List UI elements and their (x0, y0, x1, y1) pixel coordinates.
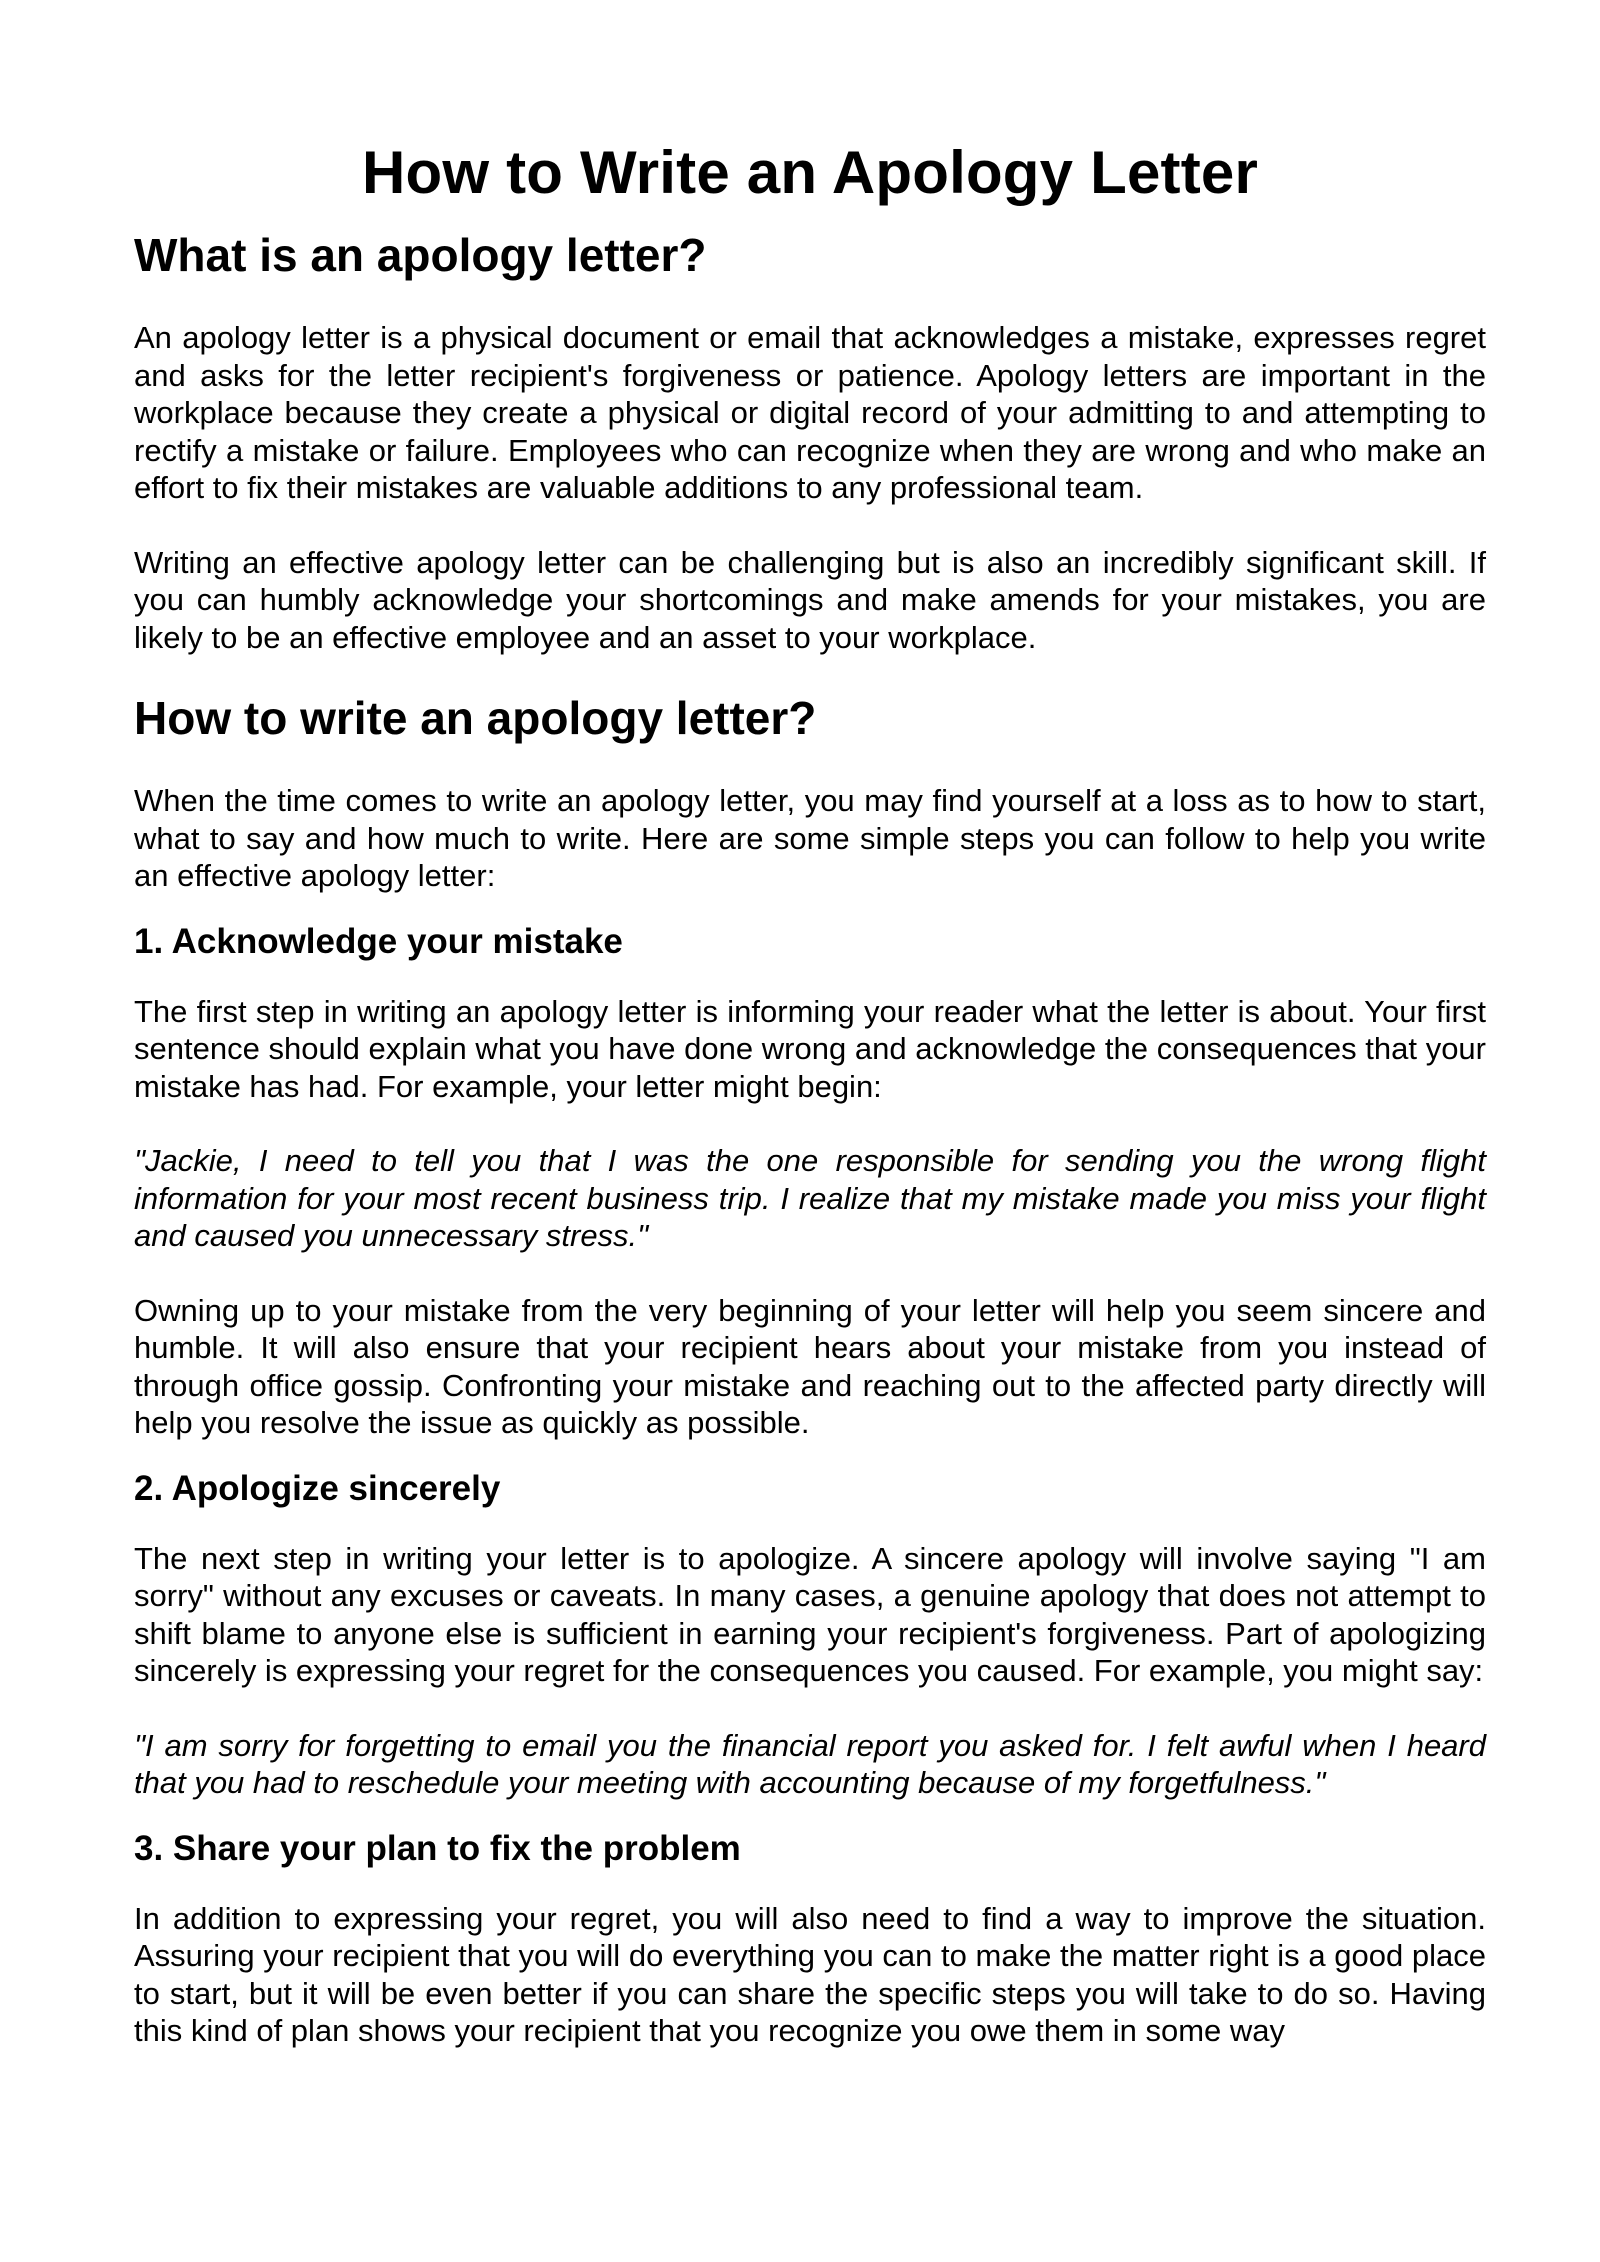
example-quote: "I am sorry for forgetting to email you the financial report you asked for. I felt awful when I heard that you had to reschedule your meeting with accounting because of my forgetfulness." (134, 1727, 1486, 1800)
paragraph: In addition to expressing your regret, you will also need to find a way to improve the situation. Assuring your recipient that you will do everything you can to make the matter right is a good place to start, but it will be even better if you can share the specific steps you will take to do so. Having this kind of plan shows your recipient that you recognize you owe them in some way (134, 1900, 1486, 2048)
step-heading-acknowledge: 1. Acknowledge your mistake (134, 921, 623, 961)
document-body (134, 125, 1486, 2050)
paragraph: Owning up to your mistake from the very beginning of your letter will help you seem sincere and humble. It will also ensure that your recipient hears about your mistake from you instead of through office gossip. Confronting your mistake and reaching out to the affected party directly will help you resolve the issue as quickly as possible. (134, 1292, 1486, 1440)
paragraph: Writing an effective apology letter can be challenging but is also an incredibly significant skill. If you can humbly acknowledge your shortcomings and make amends for your mistakes, you are likely to be an effective employee and an asset to your workplace. (134, 544, 1486, 655)
section-heading-what-is: What is an apology letter? (134, 229, 707, 281)
example-quote: "Jackie, I need to tell you that I was the one responsible for sending you the wrong flight information for your most recent business trip. I realize that my mistake made you miss your flight and caused you unnecessary stress." (134, 1143, 1486, 1253)
step-heading-apologize: 2. Apologize sincerely (134, 1468, 501, 1508)
paragraph: The first step in writing an apology letter is informing your reader what the letter is about. Your first sentence should explain what you have done wrong and acknowledge the consequences that your mistake has had. For example, your letter might begin: (134, 993, 1486, 1104)
step-heading-share-plan: 3. Share your plan to fix the problem (134, 1828, 741, 1868)
paragraph: An apology letter is a physical document or email that acknowledges a mistake, expresses regret and asks for the letter recipient's forgiveness or patience. Apology letters are important in the workplace because they create a physical or digital record of your admitting to and attempting to rectify a mistake or failure. Employees who can recognize when they are wrong and who make an effort to fix their mistakes are valuable additions to any professional team. (134, 320, 1486, 505)
section-heading-how-to: How to write an apology letter? (134, 692, 817, 744)
document-title: How to Write an Apology Letter (361, 139, 1258, 206)
paragraph: The next step in writing your letter is to apologize. A sincere apology will involve saying "I am sorry" without any excuses or caveats. In many cases, a genuine apology that does not attempt to shift blame to anyone else is sufficient in earning your recipient's forgiveness. Part of apologizing sincerely is expressing your regret for the consequences you caused. For example, you might say: (134, 1540, 1486, 1688)
intro-paragraph: When the time comes to write an apology letter, you may find yourself at a loss as to how to start, what to say and how much to write. Here are some simple steps you can follow to help you write an effective apology letter: (134, 783, 1486, 893)
